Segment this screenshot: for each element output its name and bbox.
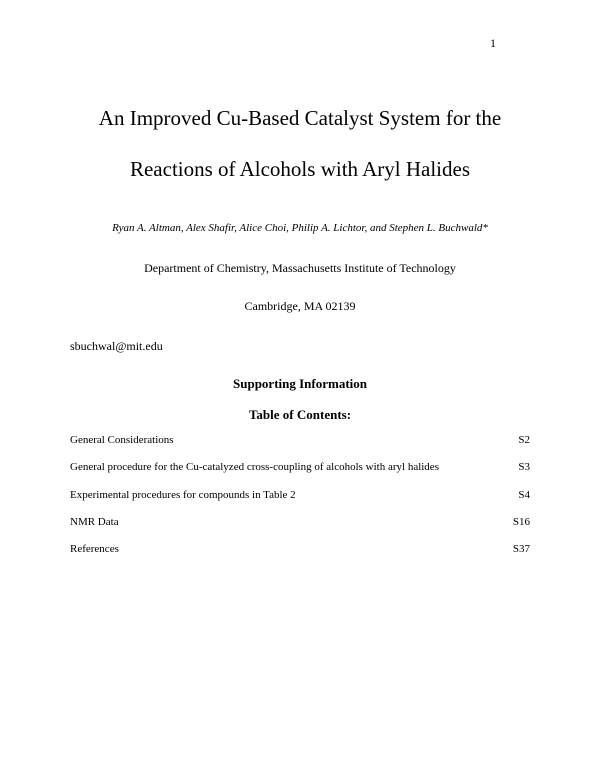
toc-entry-label: General Considerations — [70, 434, 174, 446]
toc-entry — [70, 434, 530, 461]
toc-entry-label: References — [70, 543, 119, 556]
address: Cambridge, MA 02139 — [244, 299, 356, 313]
title-line-1: An Improved Cu-Based Catalyst System for the — [98, 106, 502, 130]
toc-entry — [70, 516, 530, 543]
toc-entry-page: S4 — [518, 488, 530, 501]
toc-entry — [70, 543, 530, 570]
affiliation: Department of Chemistry, Massachusetts Institute of Technology — [144, 261, 456, 275]
page-number: 1 — [490, 36, 496, 50]
toc-entry-label: NMR Data — [70, 515, 119, 528]
toc-entry-label: Experimental procedures for compounds in Table 2 — [70, 488, 296, 501]
table-of-contents — [70, 434, 530, 570]
authors: Ryan A. Altman, Alex Shafir, Alice Choi, Philip A. Lichtor, and Stephen L. Buchwald* — [112, 222, 488, 234]
contact-email[interactable]: sbuchwal@mit.edu — [70, 339, 163, 353]
title-line-2: Reactions of Alcohols with Aryl Halides — [129, 157, 471, 181]
supporting-info-heading: Supporting Information — [233, 376, 367, 391]
toc-heading: Table of Contents: — [248, 407, 352, 422]
toc-entry-page: S16 — [512, 515, 530, 528]
toc-entry-page: S2 — [518, 434, 530, 446]
toc-entry — [70, 489, 530, 516]
toc-entry — [70, 461, 530, 488]
toc-entry-label: General procedure for the Cu-catalyzed cross-coupling of alcohols with aryl halides — [70, 461, 439, 474]
toc-entry-page: S3 — [518, 461, 530, 474]
toc-entry-page: S37 — [512, 543, 530, 556]
